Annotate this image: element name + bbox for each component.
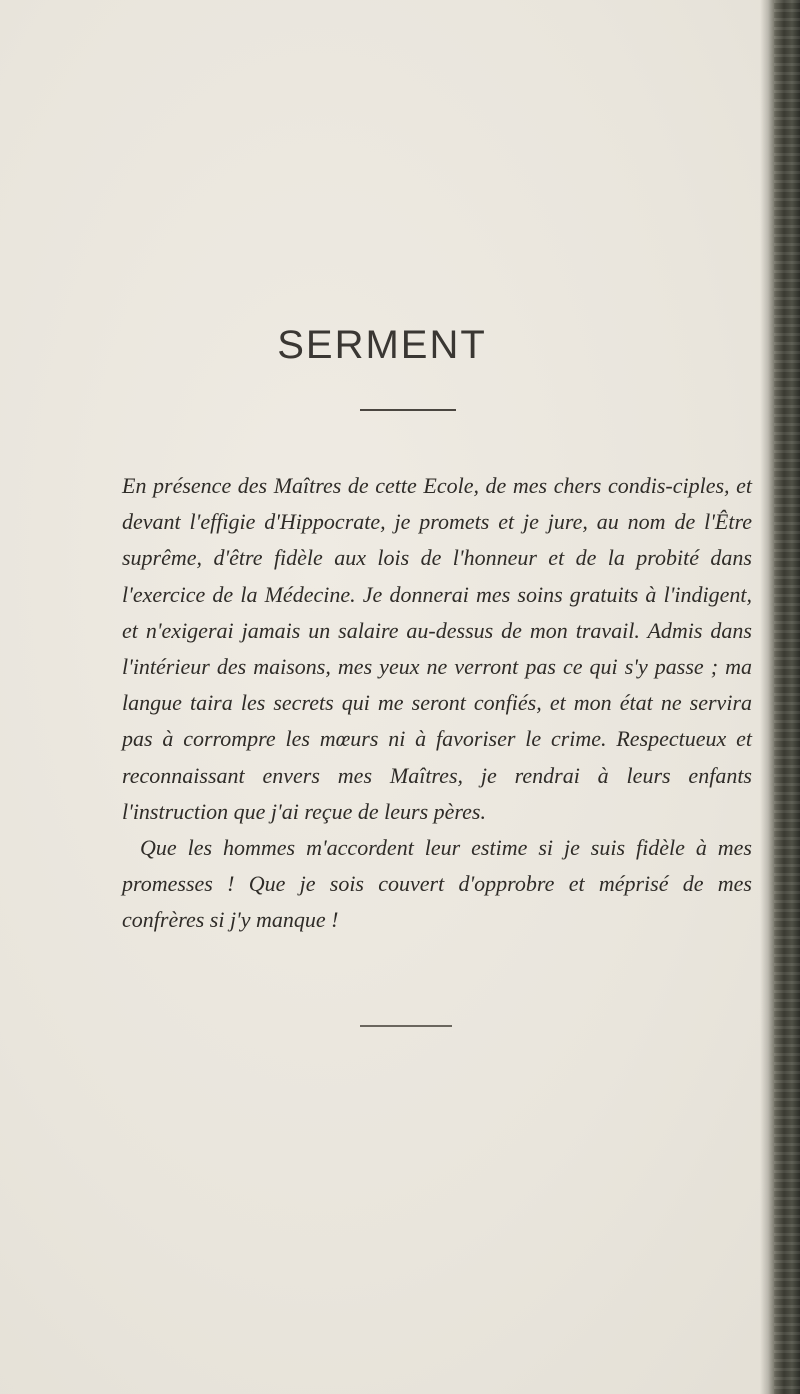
oath-paragraph-1: En présence des Maîtres de cette Ecole, de mes chers condis-ciples, et devant l'effigie d'Hippocrate, je promets et je jure, au nom de l'Être suprême, d'être fidèle aux lois de l'honneur et de la probité dans l'exercice de la Médecine. Je donnerai mes soins gratuits à l'indigent, et n'exigerai jamais un salaire au-dessus de mon travail. Admis dans l'intérieur des maisons, mes yeux ne verront pas ce qui s'y passe ; ma langue taira les secrets qui me seront confiés, et mon état ne servira pas à corrompre les mœurs ni à favoriser le crime. Respectueux et reconnaissant envers mes Maîtres, je rendrai à leurs enfants l'instruction que j'ai reçue de leurs pères. [122,473,752,824]
oath-text [122,468,752,939]
page-title: SERMENT [277,323,487,367]
closing-divider [360,1025,452,1027]
book-binding-edge [760,0,800,1394]
title-divider [360,409,456,411]
oath-paragraph-2: Que les hommes m'accordent leur estime si je suis fidèle à mes promesses ! Que je sois couvert d'opprobre et méprisé de mes confrères si j'y manque ! [122,835,752,933]
